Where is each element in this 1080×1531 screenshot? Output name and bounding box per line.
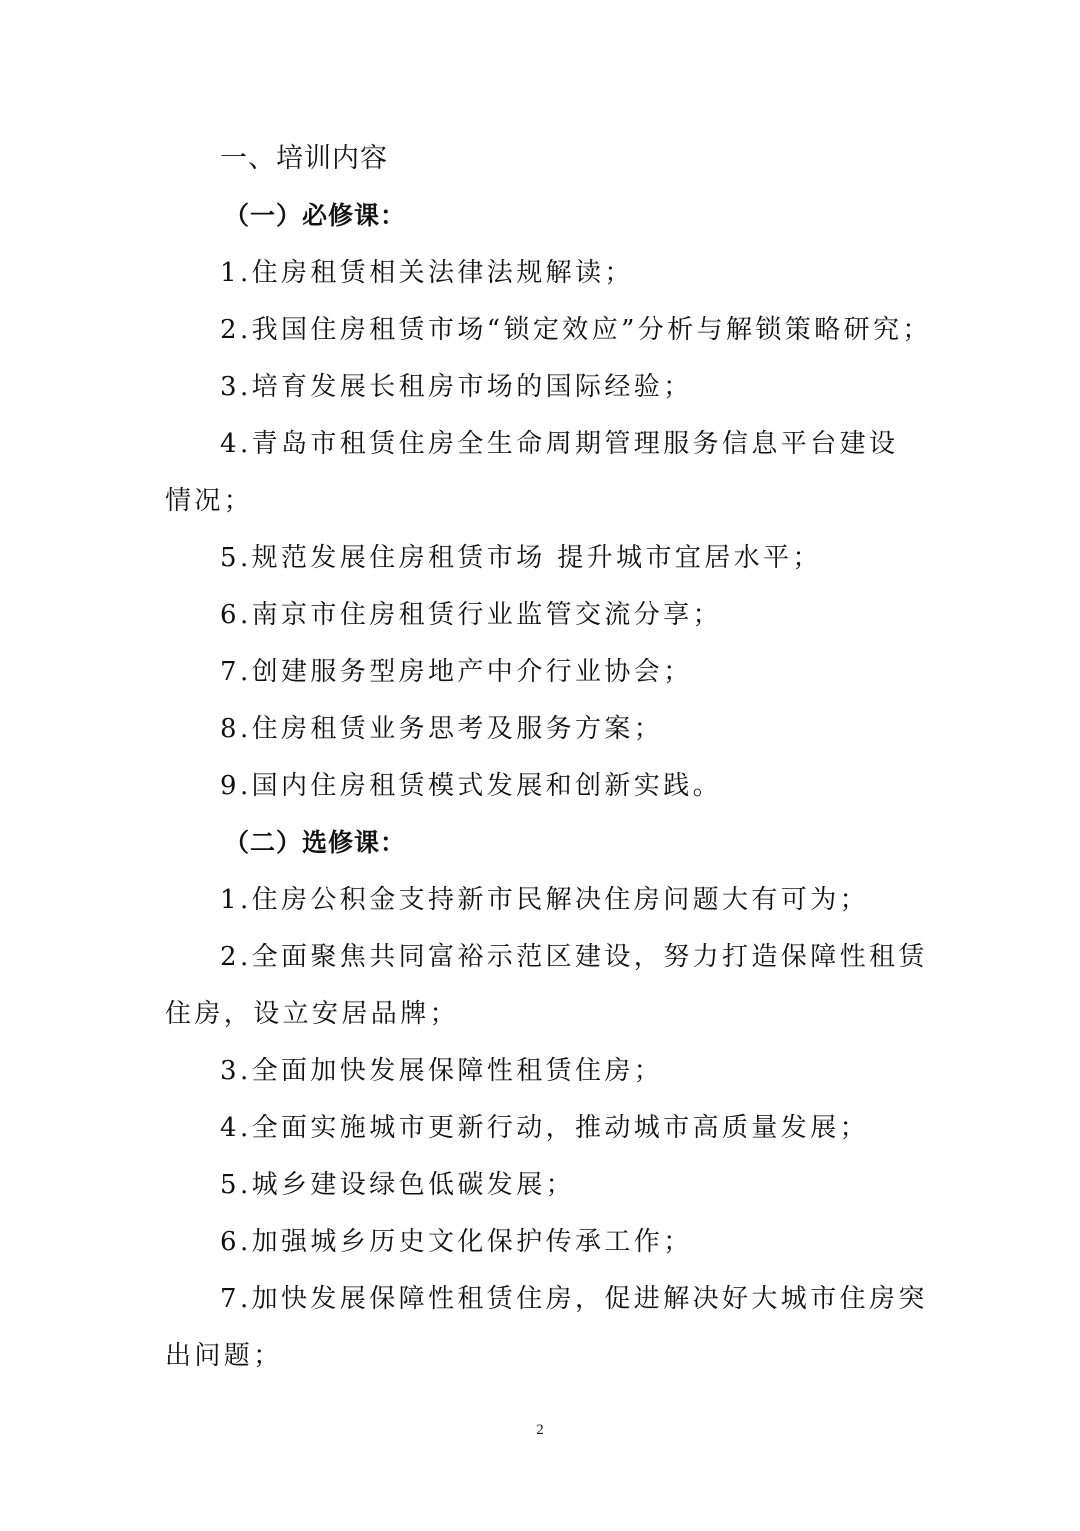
elective-item: 5.城乡建设绿色低碳发展； — [220, 1170, 576, 1200]
required-item: 7.创建服务型房地产中介行业协会； — [220, 657, 693, 687]
required-item: 8.住房租赁业务思考及服务方案； — [220, 714, 664, 744]
required-item: 4.青岛市租赁住房全生命周期管理服务信息平台建设 — [220, 429, 899, 459]
elective-course-title: （二）选修课： — [224, 828, 407, 857]
required-item: 3.培育发展长租房市场的国际经验； — [220, 372, 693, 402]
page-number: 2 — [536, 1422, 544, 1438]
required-item: 6.南京市住房租赁行业监管交流分享； — [220, 600, 723, 630]
section-heading: 一、培训内容 — [220, 143, 388, 174]
required-course-title: （一）必修课： — [224, 201, 407, 230]
required-item-continuation: 情况； — [165, 486, 254, 516]
elective-item-continuation: 出问题； — [165, 1341, 283, 1371]
elective-item: 2.全面聚焦共同富裕示范区建设，努力打造保障性租赁 — [220, 942, 928, 972]
required-item: 2.我国住房租赁市场“锁定效应”分析与解锁策略研究； — [220, 315, 932, 345]
elective-item: 1.住房公积金支持新市民解决住房问题大有可为； — [220, 885, 870, 915]
elective-item: 6.加强城乡历史文化保护传承工作； — [220, 1227, 693, 1257]
elective-item: 3.全面加快发展保障性租赁住房； — [220, 1056, 664, 1086]
elective-item: 7.加快发展保障性租赁住房，促进解决好大城市住房突 — [220, 1284, 928, 1314]
elective-item-continuation: 住房，设立安居品牌； — [165, 999, 460, 1029]
required-item: 9.国内住房租赁模式发展和创新实践。 — [220, 771, 723, 801]
required-item: 1.住房租赁相关法律法规解读； — [220, 258, 634, 288]
required-item: 5.规范发展住房租赁市场 提升城市宜居水平； — [220, 543, 822, 573]
elective-item: 4.全面实施城市更新行动，推动城市高质量发展； — [220, 1113, 870, 1143]
